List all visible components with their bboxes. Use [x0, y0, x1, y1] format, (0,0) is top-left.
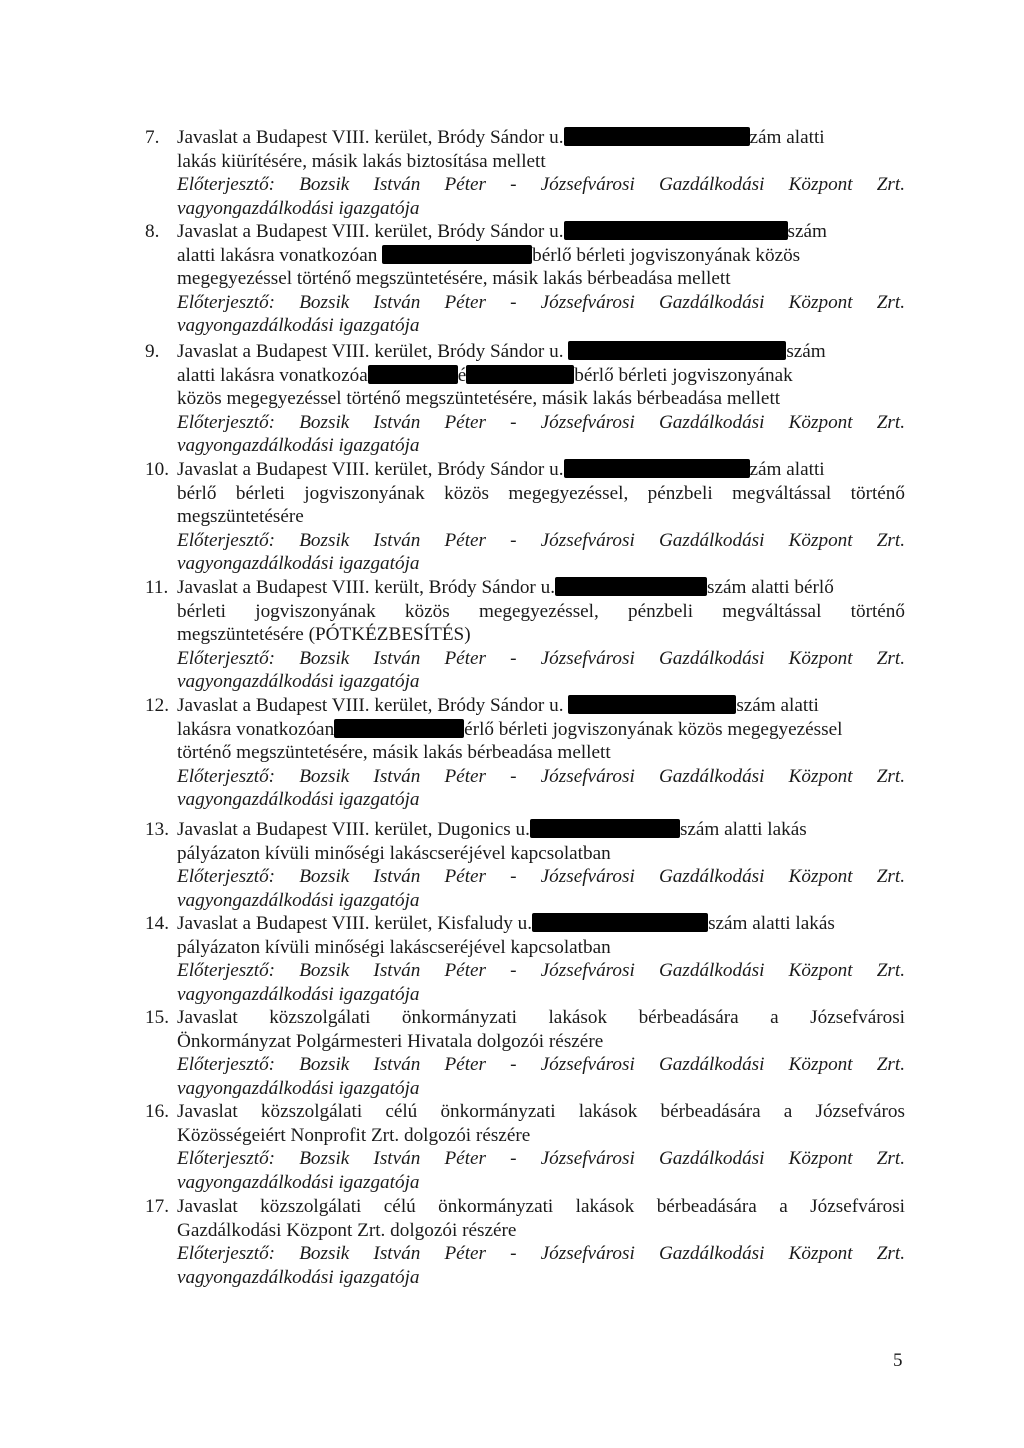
item-line: Javaslat a Budapest VIII. kerület, Bródy Sándor u. szám	[177, 221, 827, 242]
agenda-item	[145, 340, 905, 458]
item-line: Javaslat a Budapest VIII. kerület, Bródy Sándor u. zám alatti	[177, 459, 825, 480]
redaction-block	[466, 365, 574, 384]
item-line: pályázaton kívüli minőségi lakáscseréjével kapcsolatban	[177, 936, 611, 958]
item-line: Javaslat a Budapest VIII. kerület, Kisfaludy u. szám alatti lakás	[177, 913, 835, 934]
agenda-item	[145, 458, 905, 576]
item-number: 9.	[145, 341, 160, 362]
item-number: 16.	[145, 1101, 169, 1122]
presenter-line: Előterjesztő: Bozsik István Péter - Józsefvárosi Gazdálkodási Központ Zrt.	[177, 1243, 905, 1264]
item-line: Javaslat a Budapest VIII. kerület, Bródy Sándor u. szám	[177, 341, 826, 362]
presenter-line: Előterjesztő: Bozsik István Péter - Józsefvárosi Gazdálkodási Központ Zrt.	[177, 765, 905, 787]
agenda-item	[145, 818, 905, 912]
presenter-line: Előterjesztő: Bozsik István Péter - Józsefvárosi Gazdálkodási Központ Zrt.	[177, 960, 905, 981]
item-line: pályázaton kívüli minőségi lakáscseréjével kapcsolatban	[177, 842, 611, 864]
redaction-block	[532, 913, 708, 932]
item-number: 10.	[145, 459, 169, 480]
item-number: 12.	[145, 695, 169, 716]
item-line: bérleti jogviszonyának közös megegyezéssel, pénzbeli megváltással történő	[177, 600, 905, 622]
item-line: alatti lakásra vonatkozóan bérlő bérleti jogviszonyának közös	[177, 244, 801, 266]
agenda-item	[145, 694, 905, 812]
presenter-line: Előterjesztő: Bozsik István Péter - Józsefvárosi Gazdálkodási Központ Zrt.	[177, 647, 905, 669]
page-number: 5	[893, 1350, 903, 1371]
redaction-block	[382, 245, 532, 264]
item-line: Javaslat közszolgálati célú önkormányzati lakások bérbeadására a Józsefvárosi	[177, 1196, 905, 1217]
item-number: 13.	[145, 819, 169, 840]
redaction-block	[334, 719, 464, 738]
agenda-item	[145, 126, 905, 220]
item-line: megegyezéssel történő megszüntetésére, másik lakás bérbeadása mellett	[177, 268, 731, 289]
agenda-item	[145, 1100, 905, 1194]
agenda-item	[145, 576, 905, 694]
presenter-line: Előterjesztő: Bozsik István Péter - Józsefvárosi Gazdálkodási Központ Zrt.	[177, 411, 905, 433]
redaction-block	[564, 221, 788, 240]
redaction-block	[368, 365, 458, 384]
presenter-line: Előterjesztő: Bozsik István Péter - Józsefvárosi Gazdálkodási Központ Zrt.	[177, 291, 905, 313]
item-line: Javaslat a Budapest VIII. kerület, Bródy Sándor u. zám alatti	[177, 127, 825, 148]
item-line: történő megszüntetésére, másik lakás bérbeadása mellett	[177, 742, 611, 763]
item-number: 7.	[145, 127, 160, 148]
presenter-role: vagyongazdálkodási igazgatója	[177, 983, 420, 1005]
item-number: 17.	[145, 1196, 169, 1217]
item-line: Javaslat közszolgálati önkormányzati lakások bérbeadására a Józsefvárosi	[177, 1007, 905, 1028]
item-number: 8.	[145, 221, 160, 242]
presenter-role: vagyongazdálkodási igazgatója	[177, 1266, 420, 1288]
presenter-role: vagyongazdálkodási igazgatója	[177, 197, 420, 219]
redaction-block	[564, 127, 750, 146]
presenter-role: vagyongazdálkodási igazgatója	[177, 435, 420, 456]
item-line: Közösségeiért Nonprofit Zrt. dolgozói részére	[177, 1124, 531, 1146]
agenda-item	[145, 1195, 905, 1289]
item-line: alatti lakásra vonatkozóa é bérlő bérleti jogviszonyának	[177, 364, 793, 386]
redaction-block	[564, 459, 750, 478]
presenter-role: vagyongazdálkodási igazgatója	[177, 1171, 420, 1193]
item-line: bérlő bérleti jogviszonyának közös megegyezéssel, pénzbeli megváltással történő	[177, 482, 905, 504]
item-line: Gazdálkodási Központ Zrt. dolgozói részére	[177, 1219, 517, 1241]
item-line: lakás kiürítésére, másik lakás biztosítása mellett	[177, 150, 546, 172]
redaction-block	[568, 695, 736, 714]
presenter-line: Előterjesztő: Bozsik István Péter - Józsefvárosi Gazdálkodási Központ Zrt.	[177, 1054, 905, 1075]
presenter-role: vagyongazdálkodási igazgatója	[177, 889, 420, 911]
presenter-line: Előterjesztő: Bozsik István Péter - Józsefvárosi Gazdálkodási Központ Zrt.	[177, 866, 905, 887]
agenda-item	[145, 220, 905, 338]
redaction-block	[555, 577, 707, 596]
item-line: Javaslat a Budapest VIII. kerület, Bródy Sándor u. szám alatti	[177, 695, 819, 716]
item-number: 14.	[145, 913, 169, 934]
agenda-item	[145, 1006, 905, 1100]
presenter-line: Előterjesztő: Bozsik István Péter - Józsefvárosi Gazdálkodási Központ Zrt.	[177, 1148, 905, 1169]
presenter-line: Előterjesztő: Bozsik István Péter - Józsefvárosi Gazdálkodási Központ Zrt.	[177, 174, 905, 195]
item-line: Javaslat a Budapest VIII. kerület, Dugonics u. szám alatti lakás	[177, 819, 807, 840]
redaction-block	[530, 819, 680, 838]
item-line: Önkormányzat Polgármesteri Hivatala dolgozói részére	[177, 1030, 604, 1052]
redaction-block	[568, 341, 786, 360]
item-line: Javaslat közszolgálati célú önkormányzati lakások bérbeadására a Józsefváros	[177, 1101, 905, 1122]
item-line: lakásra vonatkozóan érlő bérleti jogviszonyának közös megegyezéssel	[177, 718, 843, 740]
presenter-role: vagyongazdálkodási igazgatója	[177, 553, 420, 574]
item-number: 15.	[145, 1007, 169, 1028]
presenter-role: vagyongazdálkodási igazgatója	[177, 789, 420, 810]
item-line: megszüntetésére (PÓTKÉZBESÍTÉS)	[177, 624, 471, 645]
item-number: 11.	[145, 577, 169, 598]
presenter-role: vagyongazdálkodási igazgatója	[177, 671, 420, 692]
presenter-line: Előterjesztő: Bozsik István Péter - Józsefvárosi Gazdálkodási Központ Zrt.	[177, 529, 905, 551]
presenter-role: vagyongazdálkodási igazgatója	[177, 1077, 420, 1099]
agenda-item	[145, 912, 905, 1006]
item-line: megszüntetésére	[177, 506, 304, 527]
item-line: közös megegyezéssel történő megszüntetésére, másik lakás bérbeadása mellett	[177, 388, 781, 409]
item-line: Javaslat a Budapest VIII. került, Bródy Sándor u. szám alatti bérlő	[177, 577, 834, 598]
presenter-role: vagyongazdálkodási igazgatója	[177, 315, 420, 336]
